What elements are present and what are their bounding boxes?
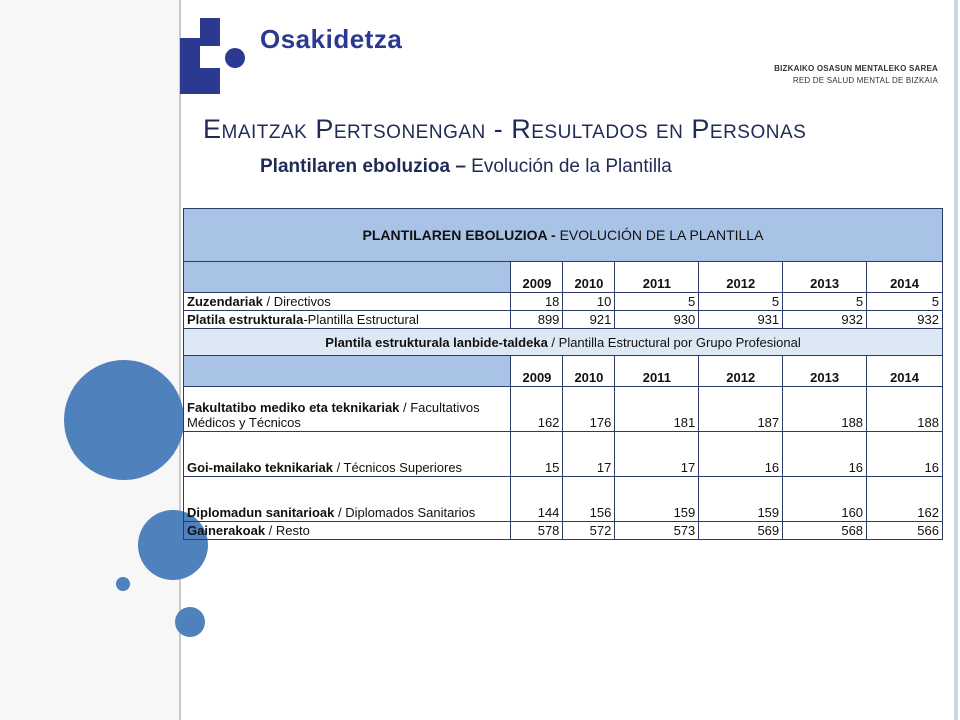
osakidetza-logo-icon [180, 16, 250, 96]
value-cell: 566 [867, 522, 943, 540]
value-cell: 932 [783, 311, 867, 329]
left-margin-band [0, 0, 180, 720]
value-cell: 18 [511, 293, 563, 311]
year-cell: 2010 [563, 262, 615, 293]
value-cell: 156 [563, 477, 615, 522]
slide-title: Emaitzak Pertsonengan - Resultados en Personas [203, 114, 807, 144]
row-label: Zuzendariak / Directivos [184, 293, 511, 311]
value-cell: 5 [615, 293, 699, 311]
year-cell: 2011 [615, 356, 699, 387]
row-label: Diplomadun sanitarioak / Diplomados Sanitarios [184, 477, 511, 522]
decor-circle-small [116, 577, 130, 591]
value-cell: 16 [783, 432, 867, 477]
value-cell: 176 [563, 387, 615, 432]
value-cell: 16 [867, 432, 943, 477]
staff-evolution-table [183, 208, 943, 540]
value-cell: 573 [615, 522, 699, 540]
table-row [184, 477, 943, 522]
table-row [184, 432, 943, 477]
value-cell: 5 [783, 293, 867, 311]
value-cell: 569 [699, 522, 783, 540]
decor-circle-large [64, 360, 184, 480]
subtitle-rest: Evolución de la Plantilla [471, 156, 672, 177]
subtitle-bold: Plantilaren eboluzioa – [260, 156, 466, 177]
year-cell: 2013 [783, 262, 867, 293]
value-cell: 568 [783, 522, 867, 540]
value-cell: 187 [699, 387, 783, 432]
value-cell: 930 [615, 311, 699, 329]
value-cell: 5 [867, 293, 943, 311]
section-header-row [184, 329, 943, 356]
row-label: Gainerakoak / Resto [184, 522, 511, 540]
years-row-1 [184, 262, 943, 293]
value-cell: 144 [511, 477, 563, 522]
years-blank-cell [184, 356, 511, 387]
year-cell: 2012 [699, 356, 783, 387]
right-divider [954, 0, 958, 720]
value-cell: 899 [511, 311, 563, 329]
value-cell: 16 [699, 432, 783, 477]
value-cell: 15 [511, 432, 563, 477]
year-cell: 2009 [511, 262, 563, 293]
table-row [184, 293, 943, 311]
brand-name: Osakidetza [260, 24, 403, 54]
value-cell: 931 [699, 311, 783, 329]
table-row [184, 387, 943, 432]
value-cell: 159 [615, 477, 699, 522]
value-cell: 162 [511, 387, 563, 432]
value-cell: 10 [563, 293, 615, 311]
row-label: Goi-mailako teknikariak / Técnicos Superiores [184, 432, 511, 477]
value-cell: 932 [867, 311, 943, 329]
table-header-row [184, 209, 943, 262]
network-name-spanish: RED DE SALUD MENTAL DE BIZKAIA [792, 76, 938, 85]
network-name-basque: BIZKAIKO OSASUN MENTALEKO SAREA [774, 64, 938, 73]
value-cell: 921 [563, 311, 615, 329]
value-cell: 162 [867, 477, 943, 522]
value-cell: 188 [783, 387, 867, 432]
table-row [184, 311, 943, 329]
value-cell: 159 [699, 477, 783, 522]
value-cell: 17 [615, 432, 699, 477]
value-cell: 160 [783, 477, 867, 522]
year-cell: 2011 [615, 262, 699, 293]
years-blank-cell [184, 262, 511, 293]
value-cell: 5 [699, 293, 783, 311]
year-cell: 2014 [867, 356, 943, 387]
value-cell: 572 [563, 522, 615, 540]
year-cell: 2014 [867, 262, 943, 293]
value-cell: 17 [563, 432, 615, 477]
decor-circle-tiny [175, 607, 205, 637]
row-label: Platila estrukturala-Plantilla Estructural [184, 311, 511, 329]
years-row-2 [184, 356, 943, 387]
year-cell: 2009 [511, 356, 563, 387]
row-label: Fakultatibo mediko eta teknikariak / Facultativos Médicos y Técnicos [184, 387, 511, 432]
value-cell: 188 [867, 387, 943, 432]
year-cell: 2010 [563, 356, 615, 387]
table-title: PLANTILAREN EBOLUZIOA - EVOLUCIÓN DE LA PLANTILLA [184, 209, 943, 262]
slide-subtitle [260, 156, 672, 178]
year-cell: 2013 [783, 356, 867, 387]
section-title: Plantila estrukturala lanbide-taldeka / Plantilla Estructural por Grupo Profesional [184, 329, 943, 356]
value-cell: 578 [511, 522, 563, 540]
table-row [184, 522, 943, 540]
value-cell: 181 [615, 387, 699, 432]
year-cell: 2012 [699, 262, 783, 293]
